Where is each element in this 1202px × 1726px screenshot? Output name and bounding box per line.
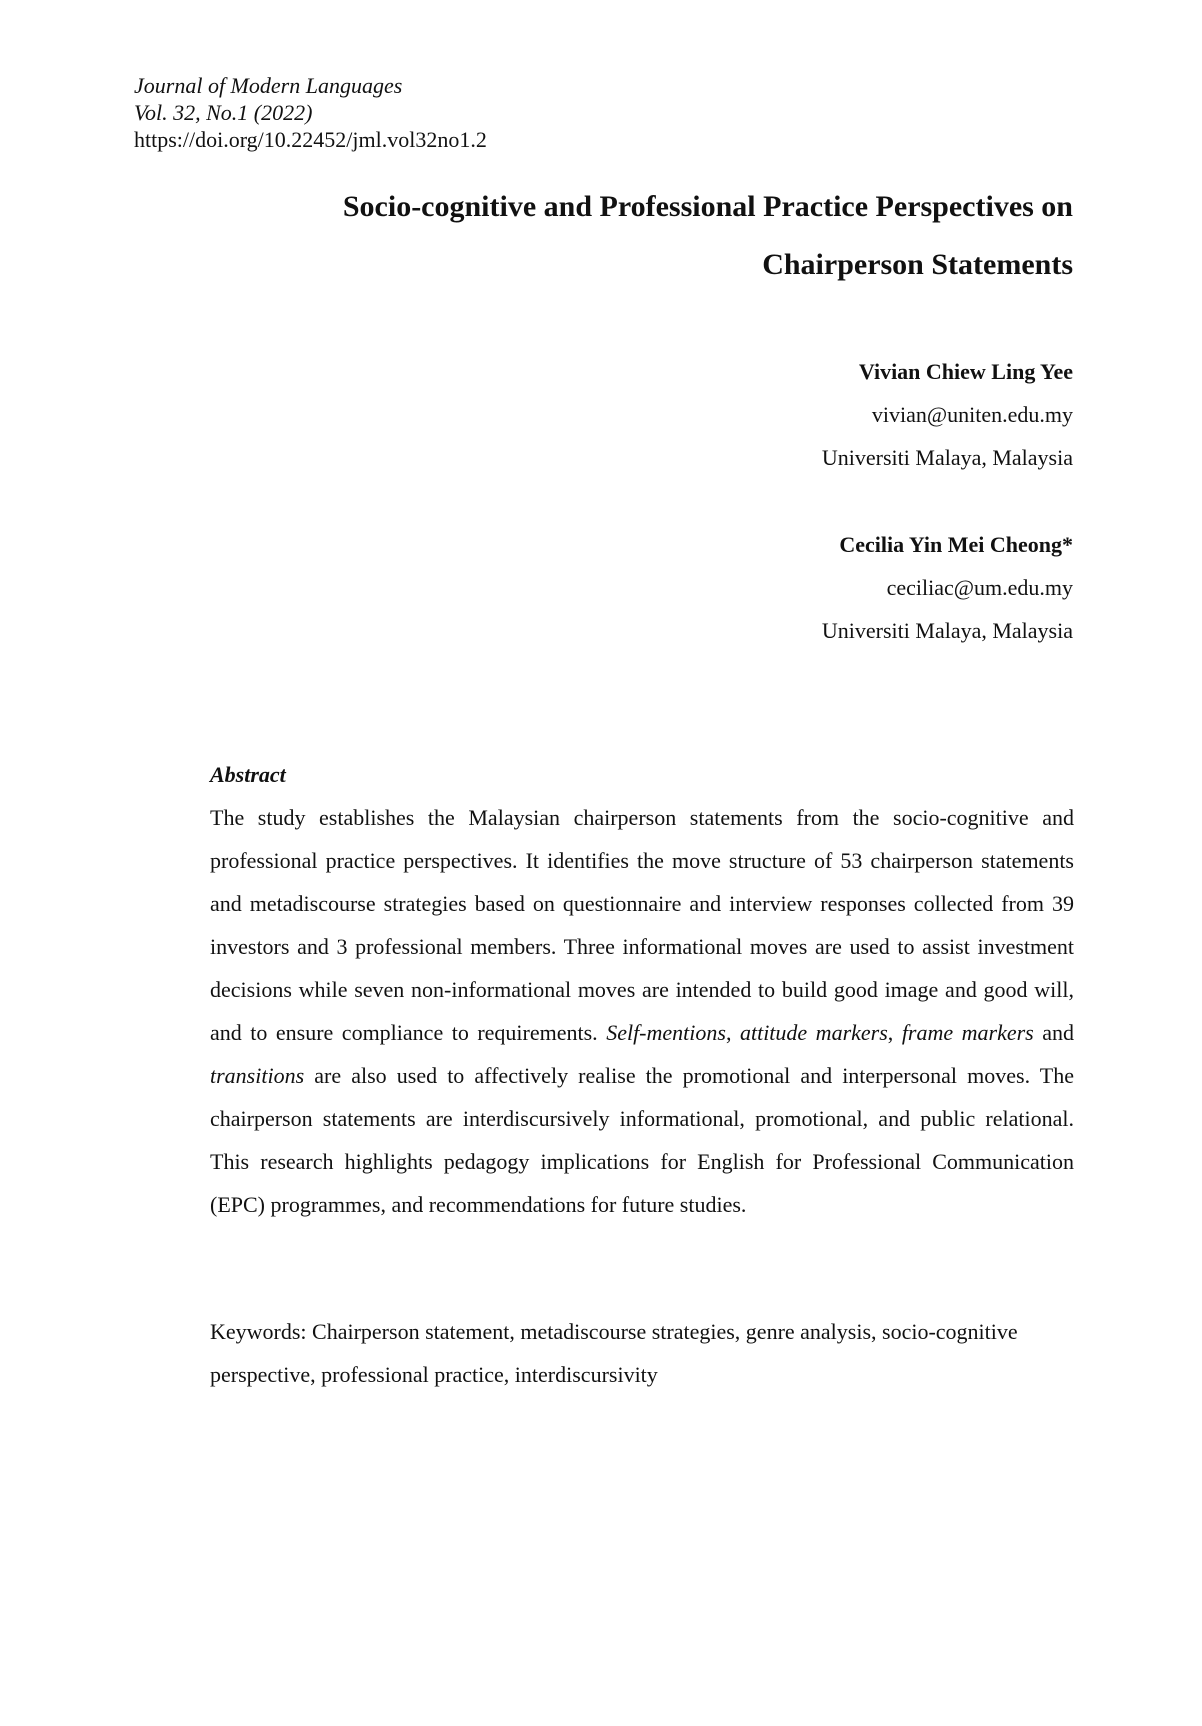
- term-attitude-markers: attitude markers: [739, 1020, 888, 1045]
- doi-link[interactable]: https://doi.org/10.22452/jml.vol32no1.2: [134, 127, 487, 152]
- paper-title-line-1: Socio-cognitive and Professional Practice Perspectives on: [342, 190, 1073, 223]
- abstract-section: [210, 753, 1074, 1226]
- keywords: Keywords: Chairperson statement, metadiscourse strategies, genre analysis, socio-cognitive perspective, professional practice, interdiscursivity: [210, 1319, 1018, 1387]
- abstract-separator: and: [1033, 1020, 1075, 1045]
- author-block-2: [473, 523, 1073, 652]
- author-name: Cecilia Yin Mei Cheong*: [839, 532, 1073, 557]
- author-affiliation: Universiti Malaya, Malaysia: [821, 618, 1073, 643]
- abstract-text-part-2: are also used to affectively realise the promotional and interpersonal moves. The chairperson statements are interdiscursively informational, promotional, and public relational. This research highlights pedagogy implications for English for Professional Communication (EPC) programmes, and recommendations for future studies.: [210, 1063, 1074, 1217]
- author-name: Vivian Chiew Ling Yee: [858, 359, 1073, 384]
- paper-title: [173, 178, 1073, 294]
- term-frame-markers: frame markers: [901, 1020, 1034, 1045]
- author-email[interactable]: ceciliac@um.edu.my: [886, 575, 1073, 600]
- journal-header: [134, 72, 487, 153]
- author-email[interactable]: vivian@uniten.edu.my: [871, 402, 1073, 427]
- abstract-body: [210, 796, 1074, 1226]
- term-transitions: transitions: [210, 1063, 305, 1088]
- abstract-separator: ,: [887, 1020, 902, 1045]
- abstract-heading: Abstract: [210, 762, 286, 787]
- author-block-1: [473, 350, 1073, 479]
- abstract-separator: ,: [725, 1020, 740, 1045]
- journal-name: Journal of Modern Languages: [134, 73, 403, 98]
- journal-volume: Vol. 32, No.1 (2022): [134, 100, 313, 125]
- term-self-mentions: Self-mentions: [606, 1020, 726, 1045]
- abstract-text-part-1: The study establishes the Malaysian chairperson statements from the socio-cognitive and professional practice perspectives. It identifies the move structure of 53 chairperson statements and metadiscourse strategies based on questionnaire and interview responses collected from 39 investors and 3 professional members. Three informational moves are used to assist investment decisions while seven non-informational moves are intended to build good image and good will, and to ensure compliance to requirements.: [210, 805, 1074, 1045]
- author-affiliation: Universiti Malaya, Malaysia: [821, 445, 1073, 470]
- paper-title-line-2: Chairperson Statements: [762, 248, 1073, 281]
